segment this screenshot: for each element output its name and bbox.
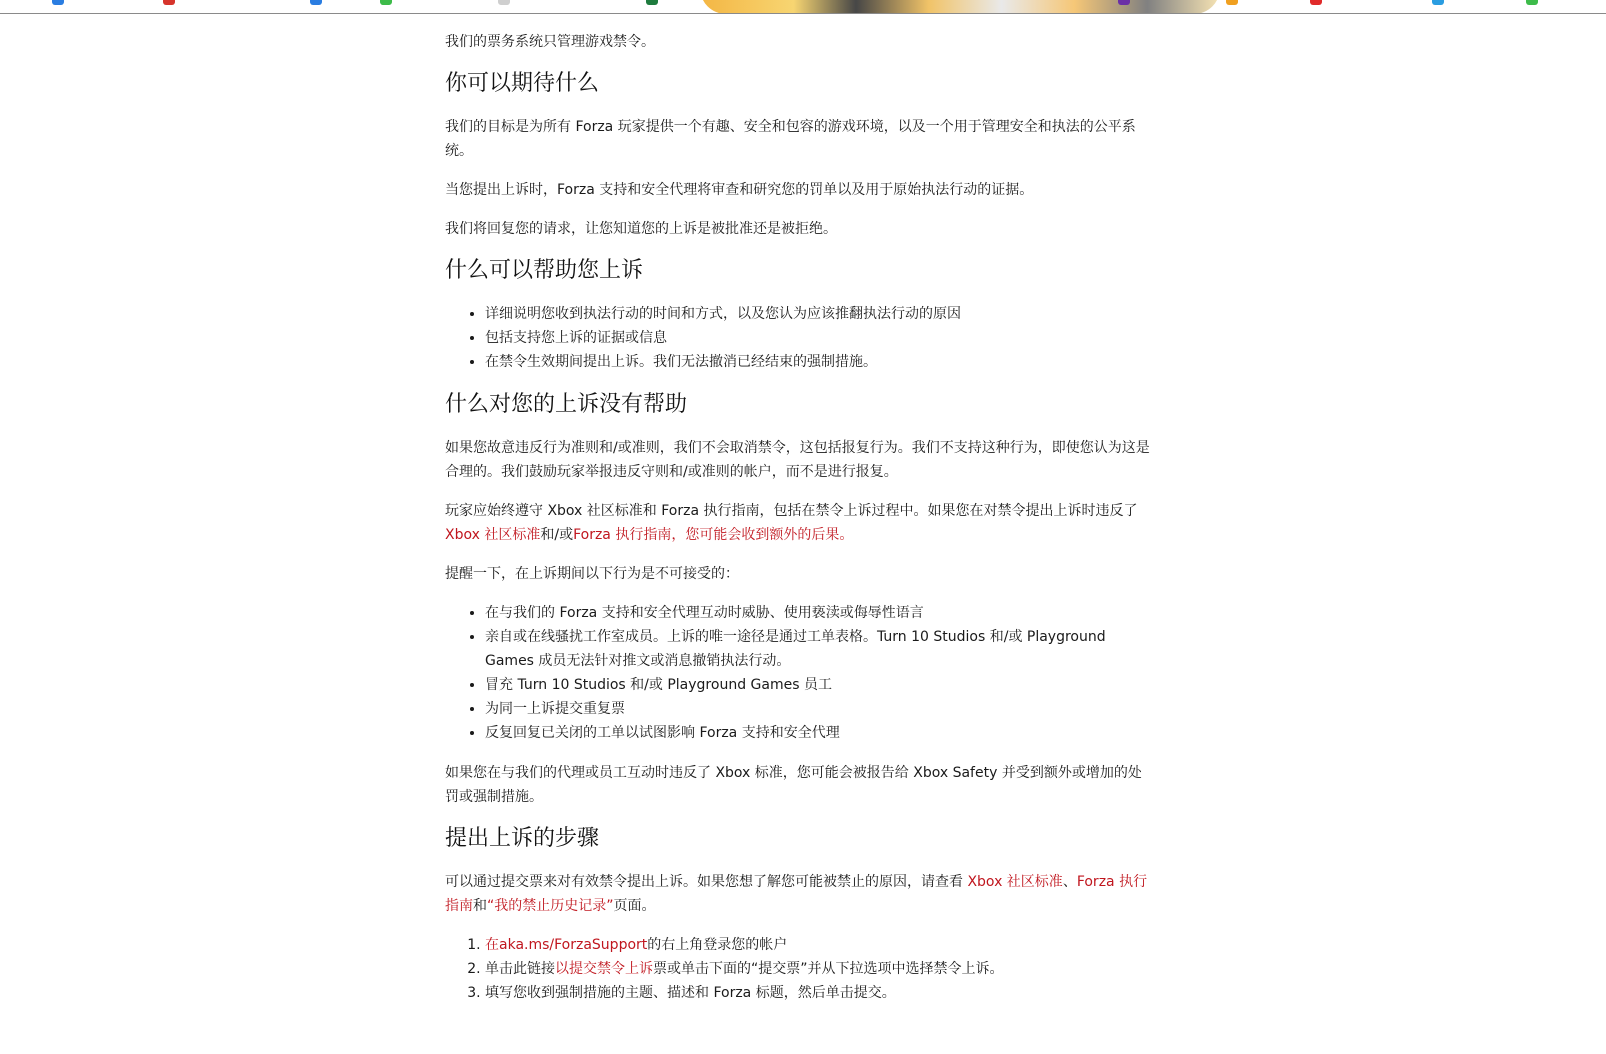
ban-history-link[interactable]: “我的禁止历史记录” [487, 898, 614, 914]
section-heading-steps: 提出上诉的步骤 [445, 826, 600, 851]
submit-ban-appeal-link[interactable]: 以提交禁令上诉 [555, 961, 653, 977]
bookmark-favicon[interactable] [163, 0, 175, 5]
section-heading-nohelp: 什么对您的上诉没有帮助 [445, 392, 688, 417]
helps-list [445, 302, 1151, 374]
bookmark-favicon[interactable] [380, 0, 392, 5]
bookmark-favicon[interactable] [646, 0, 658, 5]
paragraph: 提醒一下，在上诉期间以下行为是不可接受的： [445, 566, 739, 582]
paragraph-with-links [445, 870, 1151, 918]
bookmark-favicon[interactable] [1526, 0, 1538, 5]
list-item: • 冒充 Turn 10 Studios 和/或 Playground Games 员工 [485, 673, 1151, 697]
unacceptable-list [445, 601, 1151, 745]
step-item: 3. 填写您收到强制措施的主题、描述和 Forza 标题，然后单击提交。 [485, 981, 1151, 1005]
xbox-community-standards-link[interactable]: Xbox 社区标准 [445, 527, 541, 543]
bookmark-favicon[interactable] [1118, 0, 1130, 5]
steps-list [445, 933, 1151, 1005]
text: 票或单击下面的“提交票”并从下拉选项中选择禁令上诉。 [653, 961, 1004, 977]
bookmark-favicon[interactable] [1310, 0, 1322, 5]
text: 的右上角登录您的帐户 [647, 937, 788, 953]
bookmark-favicon[interactable] [1226, 0, 1238, 5]
bookmark-favicon[interactable] [1432, 0, 1444, 5]
xbox-community-standards-link[interactable]: Xbox 社区标准 [967, 874, 1063, 890]
text: 和/或 [540, 527, 574, 543]
bookmark-favicon[interactable] [498, 0, 510, 5]
bookmark-favicon[interactable] [310, 0, 322, 5]
paragraph: 我们将回复您的请求，让您知道您的上诉是被批准还是被拒绝。 [445, 221, 837, 237]
text: 玩家应始终遵守 Xbox 社区标准和 Forza 执行指南，包括在禁令上诉过程中。如果您在对禁令提出上诉时违反了 [445, 503, 1138, 519]
paragraph: 当您提出上诉时，Forza 支持和安全代理将审查和研究您的罚单以及用于原始执法行动的证据。 [445, 182, 1034, 198]
forza-support-link[interactable]: 在aka.ms/ForzaSupport [485, 937, 648, 953]
list-item: • 反复回复已关闭的工单以试图影响 Forza 支持和安全代理 [485, 721, 1151, 745]
forza-enforcement-guide-link[interactable]: Forza 执行指南 [445, 874, 1148, 914]
paragraph-with-links [445, 499, 1151, 547]
list-item: • 包括支持您上诉的证据或信息 [485, 326, 1151, 350]
paragraph: 如果您故意违反行为准则和/或准则，我们不会取消禁令，这包括报复行为。我们不支持这种行为，即使您认为这是合理的。我们鼓励玩家举报违反守则和/或准则的帐户，而不是进行报复。 [445, 440, 1150, 480]
decorative-banner-image [700, 0, 1220, 14]
article-content [445, 30, 1151, 1021]
text: 页面。 [613, 898, 656, 914]
step-item [485, 933, 1151, 957]
list-item: • 在禁令生效期间提出上诉。我们无法撤消已经结束的强制措施。 [485, 350, 1151, 374]
section-heading-expect: 你可以期待什么 [445, 71, 600, 96]
paragraph: 我们的目标是为所有 Forza 玩家提供一个有趣、安全和包容的游戏环境，以及一个用于管理安全和执法的公平系统。 [445, 119, 1136, 159]
list-item: • 亲自或在线骚扰工作室成员。上诉的唯一途径是通过工单表格。Turn 10 Studios 和/或 Playground Games 成员无法针对推文或消息撤销执法行动。 [485, 625, 1151, 673]
section-heading-helps: 什么可以帮助您上诉 [445, 258, 644, 283]
forza-enforcement-guide-link[interactable]: Forza 执行指南，您可能会收到额外的后果。 [573, 527, 854, 543]
text: 单击此链接 [485, 961, 555, 977]
intro-text: 我们的票务系统只管理游戏禁令。 [445, 34, 655, 50]
bookmark-favicon[interactable] [52, 0, 64, 5]
text: 和 [473, 898, 487, 914]
list-item: • 为同一上诉提交重复票 [485, 697, 1151, 721]
step-item [485, 957, 1151, 981]
list-item: • 详细说明您收到执法行动的时间和方式，以及您认为应该推翻执法行动的原因 [485, 302, 1151, 326]
browser-bookmarks-bar [0, 0, 1606, 14]
list-item: • 在与我们的 Forza 支持和安全代理互动时威胁、使用亵渎或侮辱性语言 [485, 601, 1151, 625]
paragraph: 如果您在与我们的代理或员工互动时违反了 Xbox 标准，您可能会被报告给 Xbox Safety 并受到额外或增加的处罚或强制措施。 [445, 765, 1142, 805]
text: 可以通过提交票来对有效禁令提出上诉。如果您想了解您可能被禁止的原因，请查看 [445, 874, 968, 890]
text: 、 [1062, 874, 1077, 890]
